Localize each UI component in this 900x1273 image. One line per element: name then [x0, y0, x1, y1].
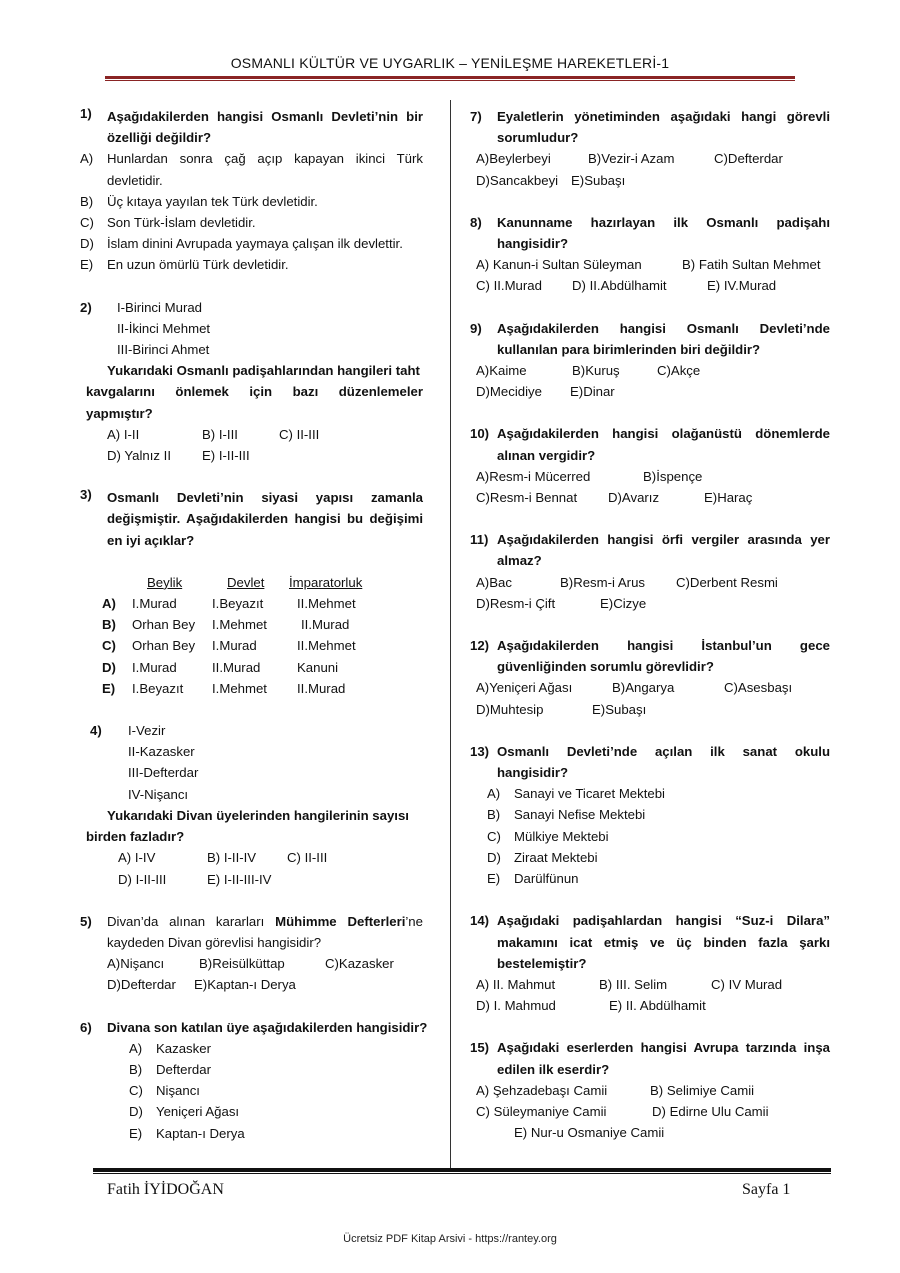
option-a: A)Resm-i Mücerred [476, 468, 591, 484]
option-text: Üç kıtaya yayılan tek Türk devletidir. [107, 193, 318, 209]
option-b: B) Fatih Sultan Mehmet [682, 257, 821, 273]
question-number: 14) [470, 913, 490, 929]
question-stem: yapmıştır? [86, 405, 153, 421]
option-c [80, 212, 423, 233]
option-b: B)Resm-i Arus [560, 574, 645, 590]
option-e: E) I-II-III [202, 448, 250, 464]
stem-text: ’ne kaydeden Divan görevlisi hangisidir? [107, 913, 423, 950]
options-table [98, 572, 362, 699]
option-e: E) I-II-III-IV [207, 871, 272, 887]
option-text: Kazasker [156, 1040, 211, 1056]
question-stem: Kanunname hazırlayan ilk Osmanlı padişahı hangisidir? [497, 214, 830, 252]
option-letter: C) [129, 1083, 143, 1099]
question-number: 5) [80, 913, 92, 929]
table-cell: I.Beyazıt [132, 680, 184, 696]
option-c: C)Defterdar [714, 151, 783, 167]
option-c [129, 1080, 423, 1101]
option-letter: C) [487, 828, 501, 844]
option-d: D) Yalnız II [107, 448, 172, 464]
option-d: D) I-II-III [118, 871, 167, 887]
column-header: İmparatorluk [289, 574, 363, 590]
table-cell: I.Murad [132, 596, 177, 612]
question-number: 4) [90, 723, 102, 739]
option-a [80, 148, 423, 190]
option-d: D)Mecidiye [476, 384, 542, 400]
option-d [80, 233, 423, 254]
option-c: C) II-III [279, 426, 320, 442]
option-letter: A) [80, 151, 94, 167]
option-text: Defterdar [156, 1061, 211, 1077]
header-rule-thick [105, 76, 795, 79]
option-b: B)Kuruş [572, 363, 620, 379]
option-text: İslam dinini Avrupada yaymaya çalışan ilk devlettir. [107, 236, 403, 252]
question-1 [80, 106, 423, 276]
option-d: D) II.Abdülhamit [572, 278, 667, 294]
question-stem: Aşağıdakilerden hangisi olağanüstü dönemlerde alınan vergidir? [497, 426, 830, 463]
table-row [98, 657, 362, 678]
table-cell: Orhan Bey [132, 638, 196, 654]
page-header-title: OSMANLI KÜLTÜR VE UYGARLIK – YENİLEŞME HAREKETLERİ-1 [230, 55, 670, 71]
option-e: E) II. Abdülhamit [609, 998, 706, 1014]
column-header: Beylik [147, 574, 183, 590]
statement-item: I-Birinci Murad [117, 299, 203, 315]
option-c: C) IV Murad [711, 976, 783, 992]
question-6 [80, 1017, 428, 1144]
table-row [98, 678, 362, 699]
table-cell: II.Mehmet [297, 638, 356, 654]
option-a: A) Kanun-i Sultan Süleyman [476, 257, 642, 273]
table-row [98, 593, 362, 614]
option-a: A) II. Mahmut [476, 976, 556, 992]
option-d: D)Avarız [608, 490, 660, 506]
question-stem: Aşağıdaki padişahlardan hangisi “Suz-i Dilara” makamını icat etmiş ve üç binden fazla şarkı bestelemiştir? [497, 913, 830, 971]
stem-emphasis: Mühimme Defterleri [275, 913, 406, 929]
question-3 [80, 487, 423, 699]
option-letter: A) [102, 596, 116, 612]
column-divider [450, 100, 451, 1168]
option-text: Mülkiye Mektebi [514, 828, 609, 844]
option-e [129, 1123, 423, 1144]
option-b [129, 1059, 423, 1080]
option-a: A)Nişancı [107, 956, 165, 972]
option-e: E)Cizye [600, 595, 647, 611]
table-cell: II.Murad [301, 617, 350, 633]
footer-author: Fatih İYİDOĞAN [107, 1181, 224, 1198]
option-letter: B) [129, 1061, 143, 1077]
option-a: A)Yeniçeri Ağası [476, 680, 573, 696]
question-stem: Eyaletlerin yönetiminden aşağıdaki hangi görevli sorumludur? [497, 109, 830, 146]
option-e: E) IV.Murad [707, 278, 777, 294]
option-letter: C) [80, 215, 94, 231]
question-15 [470, 1037, 830, 1143]
question-stem: Divana son katılan üye aşağıdakilerden hangisidir? [107, 1019, 428, 1035]
option-d: D)Sancakbeyi [476, 172, 559, 188]
question-14 [470, 910, 830, 1016]
option-letter: B) [80, 193, 94, 209]
header-rule-thin [105, 80, 795, 81]
option-a [487, 783, 830, 804]
option-letter: E) [487, 871, 501, 887]
question-5 [80, 911, 423, 996]
option-letter: C) [102, 638, 116, 654]
option-text: Sanayi ve Ticaret Mektebi [514, 786, 665, 802]
question-stem [107, 911, 423, 953]
option-b [487, 804, 830, 825]
option-text: Darülfünun [514, 871, 579, 887]
source-note: Ücretsiz PDF Kitap Arsivi - https://rantey.org [343, 1233, 557, 1245]
statement-item: III-Birinci Ahmet [117, 342, 210, 358]
option-b: B)İspençe [643, 468, 703, 484]
option-d: D) Edirne Ulu Camii [652, 1103, 769, 1119]
question-number: 8) [470, 214, 482, 230]
option-letter: B) [487, 807, 501, 823]
option-letter: B) [102, 617, 116, 633]
table-cell: II.Murad [212, 659, 261, 675]
question-stem: birden fazladır? [86, 829, 185, 845]
question-stem: Yukarıdaki Divan üyelerinden hangilerinin sayısı [107, 807, 409, 823]
option-c: C)Kazasker [325, 956, 394, 972]
option-d [487, 847, 830, 868]
option-text: Yeniçeri Ağası [156, 1104, 240, 1120]
table-cell: I.Mehmet [212, 680, 267, 696]
statement-item: II-Kazasker [128, 744, 195, 760]
question-stem: Osmanlı Devleti’nde açılan ilk sanat okulu hangisidir? [497, 743, 830, 781]
option-letter: E) [102, 680, 116, 696]
option-letter: D) [487, 849, 501, 865]
question-number: 13) [470, 743, 490, 759]
option-letter: A) [129, 1040, 143, 1056]
option-c: C)Akçe [657, 363, 701, 379]
option-d: D)Defterdar [107, 977, 176, 993]
option-letter: D) [129, 1104, 143, 1120]
option-a: A)Kaime [476, 363, 527, 379]
statement-item: III-Defterdar [128, 765, 199, 781]
footer-rule-thin [93, 1173, 831, 1174]
footer-page-number: Sayfa 1 [742, 1181, 791, 1198]
table-cell: Kanuni [297, 659, 339, 675]
question-12 [470, 635, 830, 720]
question-9 [470, 318, 830, 403]
option-e: E)Subaşı [571, 172, 626, 188]
option-a: A) I-IV [118, 850, 156, 866]
question-number: 15) [470, 1040, 490, 1056]
question-10 [470, 423, 830, 508]
question-number: 2) [80, 299, 92, 315]
option-e: E)Kaptan-ı Derya [194, 977, 296, 993]
question-stem: Yukarıdaki Osmanlı padişahlarından hangileri taht [107, 363, 420, 379]
question-8 [470, 212, 830, 297]
option-letter: D) [102, 659, 116, 675]
option-c: C)Resm-i Bennat [476, 490, 578, 506]
option-b: B) I-II-IV [207, 850, 257, 866]
option-d: D) I. Mahmud [476, 998, 556, 1014]
question-number: 10) [470, 426, 490, 442]
option-b: B) I-III [202, 426, 238, 442]
column-header: Devlet [227, 574, 265, 590]
option-letter: E) [129, 1125, 143, 1141]
stem-text: Divan’da alınan kararları [107, 913, 276, 929]
option-b: B) III. Selim [599, 976, 668, 992]
option-a: A)Beylerbeyi [476, 151, 551, 167]
option-b: B) Selimiye Camii [650, 1082, 755, 1098]
question-4 [80, 720, 423, 890]
table-cell: I.Beyazıt [212, 596, 264, 612]
option-text: Nişancı [156, 1083, 200, 1099]
option-d [129, 1101, 423, 1122]
question-number: 7) [470, 109, 482, 124]
option-e [487, 868, 830, 889]
option-e: E) Nur-u Osmaniye Camii [514, 1125, 665, 1141]
table-cell: Orhan Bey [132, 617, 196, 633]
question-13 [470, 741, 830, 889]
option-c: C)Derbent Resmi [676, 574, 778, 590]
question-stem: Aşağıdaki eserlerden hangisi Avrupa tarzında inşa edilen ilk eserdir? [497, 1040, 830, 1077]
question-number: 1) [80, 106, 92, 121]
option-text: Hunlardan sonra çağ açıp kapayan ikinci Türk devletidir. [107, 151, 423, 188]
question-stem: Aşağıdakilerden hangisi İstanbul’un gece güvenliğinden sorumlu görevlidir? [497, 638, 830, 675]
option-text: En uzun ömürlü Türk devletidir. [107, 257, 289, 273]
option-e: E)Haraç [704, 490, 753, 506]
table-cell: II.Mehmet [297, 596, 356, 612]
question-7 [470, 106, 830, 191]
option-a: A)Bac [476, 574, 512, 590]
question-stem: Aşağıdakilerden hangisi Osmanlı Devleti’nin bir özelliği değildir? [107, 109, 423, 146]
question-stem: Aşağıdakilerden hangisi örfi vergiler arasında yer almaz? [497, 532, 830, 569]
option-c: C) II.Murad [476, 278, 542, 294]
footer-rule-thick [93, 1168, 831, 1172]
option-e: E)Dinar [570, 384, 615, 400]
option-b: B)Vezir-i Azam [588, 151, 675, 167]
right-column [470, 106, 830, 1158]
table-cell: II.Murad [297, 680, 346, 696]
option-b: B)Reisülküttap [199, 956, 285, 972]
left-column [80, 106, 428, 1159]
option-letter: E) [80, 257, 94, 273]
table-row [98, 614, 362, 635]
option-c [487, 826, 830, 847]
question-number: 11) [470, 532, 489, 548]
question-stem: kavgalarını önlemek için bazı düzenlemeler [86, 384, 423, 400]
option-e: E)Subaşı [592, 701, 647, 717]
question-11 [470, 529, 830, 614]
option-e [80, 254, 423, 275]
statement-item: IV-Nişancı [128, 786, 189, 802]
option-text: Son Türk-İslam devletidir. [107, 215, 256, 231]
table-cell: I.Murad [132, 659, 177, 675]
option-a: A) Şehzadebaşı Camii [476, 1082, 608, 1098]
option-a: A) I-II [107, 426, 140, 442]
statement-item: I-Vezir [128, 723, 166, 739]
option-c: C)Asesbaşı [724, 680, 793, 696]
question-number: 12) [470, 638, 490, 654]
question-stem: Osmanlı Devleti’nin siyasi yapısı zamanla değişmiştir. Aşağıdakilerden hangisi bu değişimi en iyi açıklar? [107, 490, 423, 548]
question-2 [80, 297, 423, 467]
option-letter: A) [487, 786, 501, 802]
question-number: 6) [80, 1019, 92, 1035]
option-d: D)Resm-i Çift [476, 595, 556, 611]
option-c: C) Süleymaniye Camii [476, 1103, 607, 1119]
option-text: Kaptan-ı Derya [156, 1125, 245, 1141]
statement-item: II-İkinci Mehmet [117, 320, 211, 336]
option-b [80, 191, 423, 212]
option-d: D)Muhtesip [476, 701, 544, 717]
option-letter: D) [80, 236, 94, 252]
option-text: Sanayi Nefise Mektebi [514, 807, 646, 823]
table-cell: I.Mehmet [212, 617, 267, 633]
table-cell: I.Murad [212, 638, 257, 654]
option-text: Ziraat Mektebi [514, 849, 598, 865]
question-number: 9) [470, 320, 482, 336]
option-b: B)Angarya [612, 680, 675, 696]
option-c: C) II-III [287, 850, 328, 866]
question-number: 3) [80, 487, 92, 503]
option-a [129, 1038, 423, 1059]
question-stem: Aşağıdakilerden hangisi Osmanlı Devleti’nde kullanılan para birimlerinden biri değildir? [497, 320, 830, 357]
table-row [98, 635, 362, 656]
